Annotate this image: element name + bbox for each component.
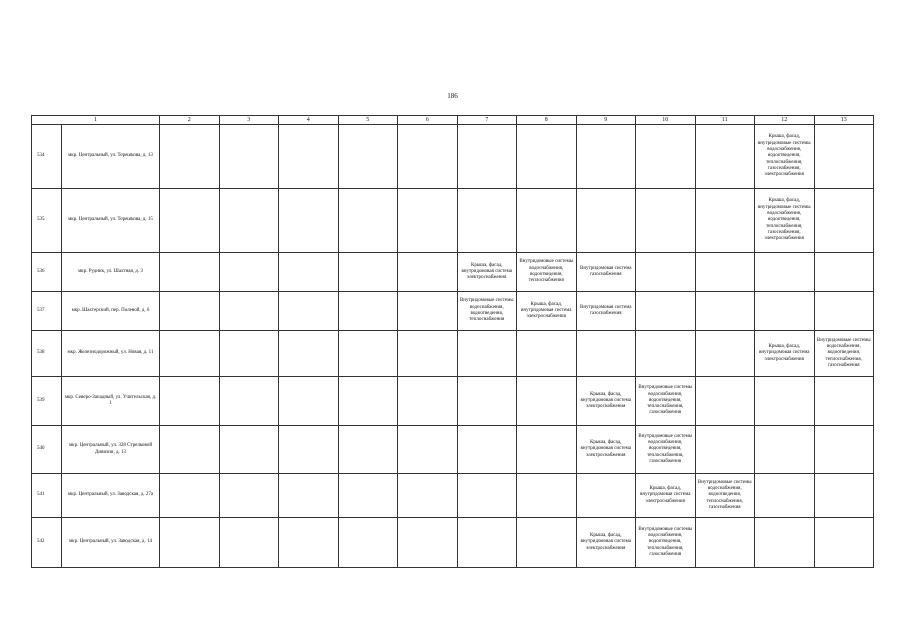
work-cell-col-11: Внутридомовые системы водоснабжения, водоотведения, теплоснабжения, газоснабжения <box>695 474 755 518</box>
work-cell-col-3 <box>219 292 279 331</box>
work-cell-col-6 <box>398 253 458 292</box>
work-cell-col-12 <box>755 377 815 426</box>
work-cell-col-11 <box>695 253 755 292</box>
work-cell-col-7 <box>457 125 517 189</box>
work-cell-col-7 <box>457 426 517 474</box>
work-cell-col-4 <box>279 377 339 426</box>
work-cell-col-9: Крыша, фасад, внутридомовая система электроснабжения <box>576 426 636 474</box>
work-cell-col-6 <box>398 518 458 568</box>
row-number: 535 <box>32 189 62 253</box>
work-cell-col-11 <box>695 331 755 377</box>
table-row <box>32 377 874 426</box>
column-header-2: 2 <box>160 116 220 125</box>
work-cell-col-2 <box>160 253 220 292</box>
column-header-5: 5 <box>338 116 398 125</box>
work-cell-col-3 <box>219 253 279 292</box>
row-number: 539 <box>32 377 62 426</box>
column-header-9: 9 <box>576 116 636 125</box>
work-cell-col-6 <box>398 292 458 331</box>
work-cell-col-6 <box>398 426 458 474</box>
work-cell-col-9: Крыша, фасад, внутридомовая система электроснабжения <box>576 377 636 426</box>
work-cell-col-12: Крыша, фасад, внутридомовые системы водоснабжения, водоотведения, теплоснабжения, газоснабжения, электроснабжения <box>755 125 815 189</box>
column-header-12: 12 <box>755 116 815 125</box>
work-cell-col-2 <box>160 125 220 189</box>
address-cell: мкр. Железнодорожный, ул. Новая, д. 11 <box>62 331 160 377</box>
table-row <box>32 125 874 189</box>
table-row <box>32 292 874 331</box>
address-cell: мкр. Рудник, ул. Шахтная, д. 3 <box>62 253 160 292</box>
work-cell-col-4 <box>279 253 339 292</box>
work-cell-col-5 <box>338 253 398 292</box>
work-cell-col-2 <box>160 518 220 568</box>
work-cell-col-8 <box>517 518 577 568</box>
work-cell-col-6 <box>398 331 458 377</box>
work-cell-col-8 <box>517 331 577 377</box>
row-number: 538 <box>32 331 62 377</box>
work-cell-col-10: Крыша, фасад, внутридомовая система электроснабжения <box>636 474 696 518</box>
work-cell-col-2 <box>160 474 220 518</box>
work-cell-col-13 <box>814 253 874 292</box>
row-number: 540 <box>32 426 62 474</box>
work-cell-col-8 <box>517 426 577 474</box>
work-cell-col-11 <box>695 292 755 331</box>
work-cell-col-3 <box>219 474 279 518</box>
work-cell-col-7 <box>457 474 517 518</box>
work-cell-col-10: Внутридомовые системы водоснабжения, водоотведения, теплоснабжения, газоснабжения <box>636 377 696 426</box>
work-cell-col-5 <box>338 518 398 568</box>
address-cell: мкр. Центральный, ул. Терешкова, д. 15 <box>62 189 160 253</box>
row-number: 537 <box>32 292 62 331</box>
work-cell-col-3 <box>219 125 279 189</box>
work-cell-col-4 <box>279 474 339 518</box>
table-row <box>32 189 874 253</box>
work-cell-col-13 <box>814 426 874 474</box>
work-cell-col-7: Крыша, фасад, внутридомовая система электроснабжения <box>457 253 517 292</box>
work-cell-col-13 <box>814 377 874 426</box>
work-cell-col-5 <box>338 426 398 474</box>
work-cell-col-10 <box>636 189 696 253</box>
header-row <box>32 116 874 125</box>
table-row <box>32 331 874 377</box>
work-cell-col-6 <box>398 189 458 253</box>
work-cell-col-13: Внутридомовые системы водоснабжения, водоотведения, теплоснабжения, газоснабжения <box>814 331 874 377</box>
work-cell-col-10: Внутридомовые системы водоснабжения, водоотведения, теплоснабжения, газоснабжения <box>636 518 696 568</box>
work-cell-col-2 <box>160 377 220 426</box>
work-cell-col-7: Внутридомовые системы водоснабжения, водоотведения, теплоснабжения <box>457 292 517 331</box>
work-cell-col-8 <box>517 377 577 426</box>
column-header-11: 11 <box>695 116 755 125</box>
work-cell-col-4 <box>279 426 339 474</box>
work-cell-col-12 <box>755 253 815 292</box>
table-row <box>32 426 874 474</box>
table-row <box>32 518 874 568</box>
work-cell-col-4 <box>279 189 339 253</box>
work-cell-col-5 <box>338 189 398 253</box>
address-cell: мкр. Центральный, ул. Заводская, д. 27а <box>62 474 160 518</box>
work-cell-col-10 <box>636 292 696 331</box>
column-header-8: 8 <box>517 116 577 125</box>
row-number: 541 <box>32 474 62 518</box>
work-cell-col-9: Внутридомовая система газоснабжения <box>576 292 636 331</box>
row-number: 534 <box>32 125 62 189</box>
column-header-4: 4 <box>279 116 339 125</box>
work-cell-col-3 <box>219 426 279 474</box>
work-cell-col-4 <box>279 292 339 331</box>
work-cell-col-12 <box>755 474 815 518</box>
work-cell-col-5 <box>338 377 398 426</box>
work-cell-col-5 <box>338 125 398 189</box>
work-cell-col-5 <box>338 292 398 331</box>
work-cell-col-4 <box>279 331 339 377</box>
work-cell-col-7 <box>457 377 517 426</box>
work-cell-col-3 <box>219 518 279 568</box>
work-cell-col-10 <box>636 331 696 377</box>
address-cell: мкр. Центральный, ул. 328 Стрелковой Дивизии, д. 13 <box>62 426 160 474</box>
work-cell-col-8: Крыша, фасад, внутридомовая система электроснабжения <box>517 292 577 331</box>
work-cell-col-10 <box>636 253 696 292</box>
row-number: 536 <box>32 253 62 292</box>
work-cell-col-9 <box>576 189 636 253</box>
column-header-1: 1 <box>32 116 160 125</box>
address-cell: мкр. Центральный, ул. Заводская, д. 14 <box>62 518 160 568</box>
work-cell-col-11 <box>695 518 755 568</box>
work-cell-col-2 <box>160 331 220 377</box>
work-cell-col-2 <box>160 292 220 331</box>
work-cell-col-8 <box>517 125 577 189</box>
work-cell-col-9 <box>576 125 636 189</box>
work-cell-col-3 <box>219 331 279 377</box>
work-cell-col-11 <box>695 426 755 474</box>
work-cell-col-2 <box>160 189 220 253</box>
work-cell-col-4 <box>279 125 339 189</box>
page-number: 186 <box>447 92 458 100</box>
table-row <box>32 474 874 518</box>
work-cell-col-11 <box>695 377 755 426</box>
work-cell-col-11 <box>695 125 755 189</box>
work-cell-col-13 <box>814 125 874 189</box>
column-header-13: 13 <box>814 116 874 125</box>
work-cell-col-13 <box>814 474 874 518</box>
work-cell-col-11 <box>695 189 755 253</box>
work-cell-col-12: Крыша, фасад, внутридомовые системы водоснабжения, водоотведения, теплоснабжения, газоснабжения, электроснабжения <box>755 189 815 253</box>
work-cell-col-9 <box>576 331 636 377</box>
work-cell-col-3 <box>219 377 279 426</box>
work-cell-col-3 <box>219 189 279 253</box>
row-number: 542 <box>32 518 62 568</box>
column-header-3: 3 <box>219 116 279 125</box>
work-cell-col-8 <box>517 474 577 518</box>
work-cell-col-6 <box>398 125 458 189</box>
work-cell-col-13 <box>814 292 874 331</box>
work-cell-col-13 <box>814 518 874 568</box>
work-cell-col-8: Внутридомовые системы водоснабжения, водоотведения, теплоснабжения <box>517 253 577 292</box>
work-cell-col-6 <box>398 377 458 426</box>
column-header-7: 7 <box>457 116 517 125</box>
work-cell-col-12: Крыша, фасад, внутридомовая система электроснабжения <box>755 331 815 377</box>
work-cell-col-10 <box>636 125 696 189</box>
table-row <box>32 253 874 292</box>
work-cell-col-7 <box>457 518 517 568</box>
work-cell-col-4 <box>279 518 339 568</box>
works-register-table <box>31 115 874 568</box>
work-cell-col-7 <box>457 331 517 377</box>
work-cell-col-5 <box>338 331 398 377</box>
work-cell-col-12 <box>755 292 815 331</box>
work-cell-col-13 <box>814 189 874 253</box>
column-header-6: 6 <box>398 116 458 125</box>
address-cell: мкр. Центральный, ул. Терешкова, д. 13 <box>62 125 160 189</box>
address-cell: мкр. Шахтерский, пер. Полевой, д. 6 <box>62 292 160 331</box>
column-header-10: 10 <box>636 116 696 125</box>
address-cell: мкр. Северо-Западный, ул. Учительская, д. 1 <box>62 377 160 426</box>
work-cell-col-12 <box>755 426 815 474</box>
work-cell-col-2 <box>160 426 220 474</box>
work-cell-col-9: Внутридомовая система газоснабжения <box>576 253 636 292</box>
work-cell-col-9 <box>576 474 636 518</box>
work-cell-col-10: Внутридомовые системы водоснабжения, водоотведения, теплоснабжения, газоснабжения <box>636 426 696 474</box>
work-cell-col-7 <box>457 189 517 253</box>
work-cell-col-12 <box>755 518 815 568</box>
work-cell-col-9: Крыша, фасад, внутридомовая система электроснабжения <box>576 518 636 568</box>
work-cell-col-8 <box>517 189 577 253</box>
work-cell-col-5 <box>338 474 398 518</box>
work-cell-col-6 <box>398 474 458 518</box>
